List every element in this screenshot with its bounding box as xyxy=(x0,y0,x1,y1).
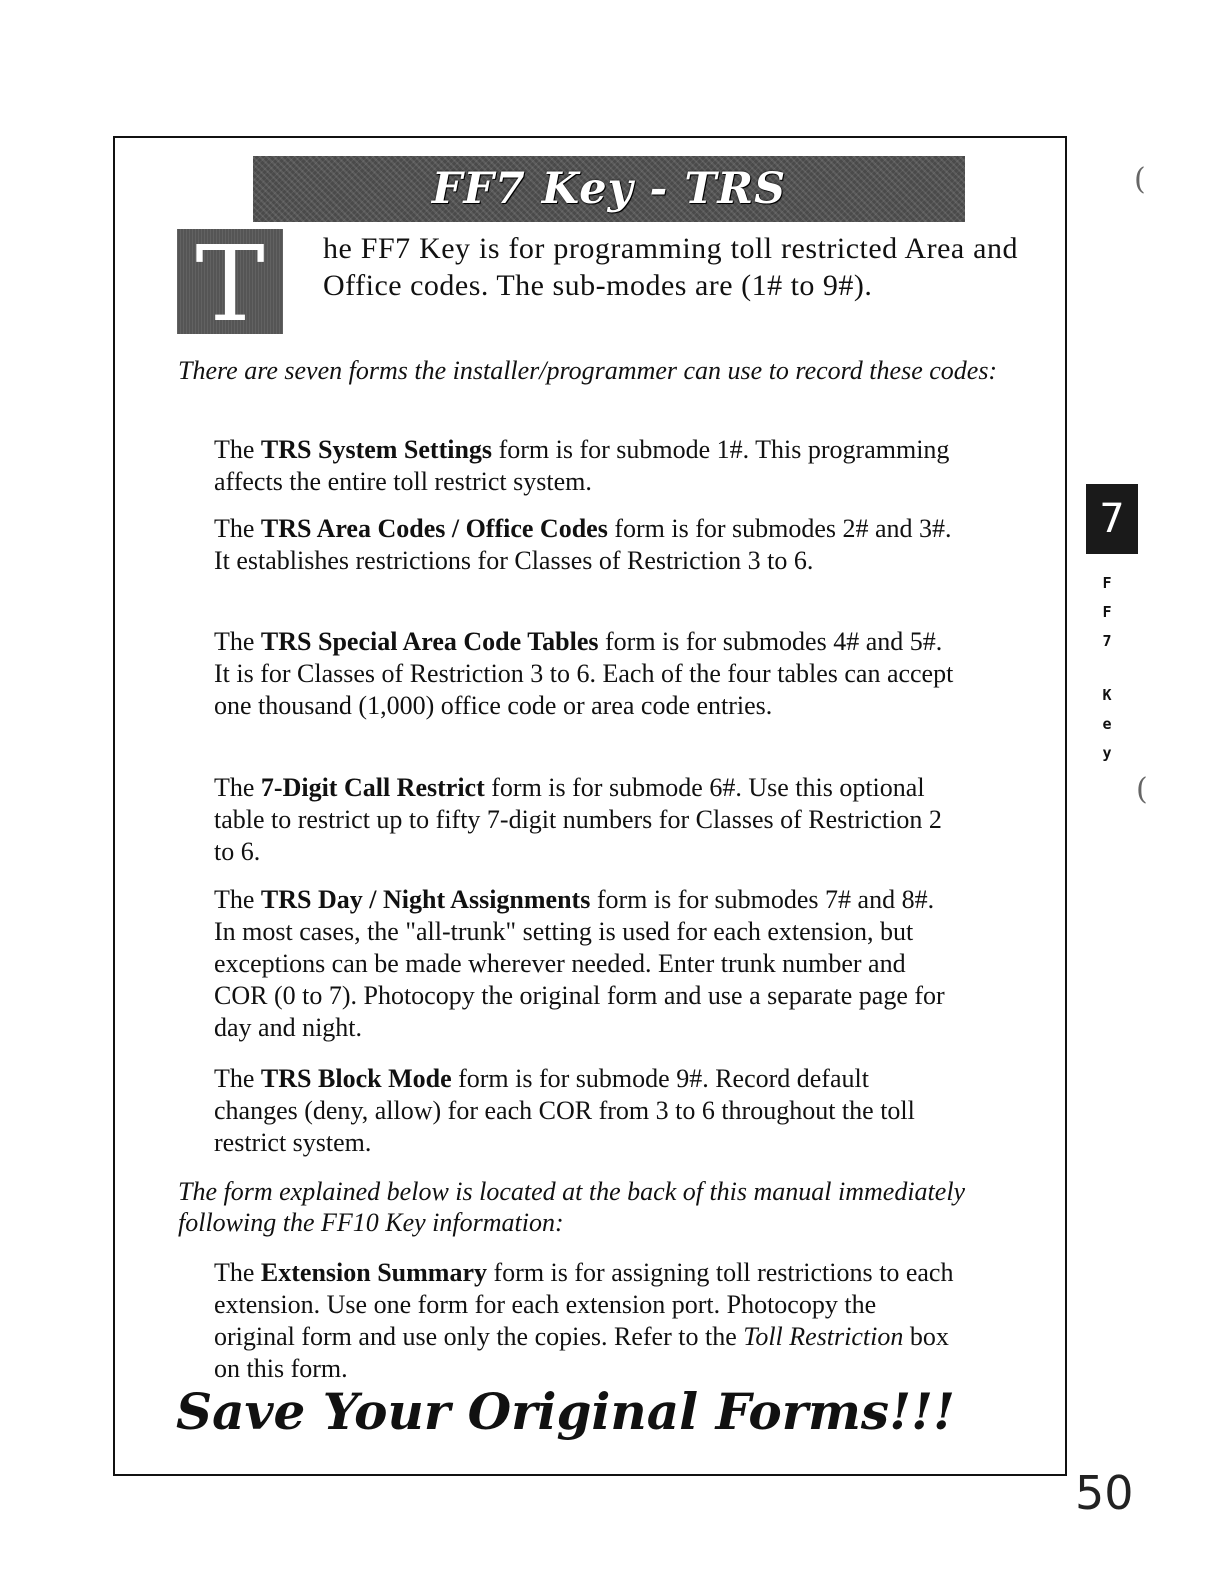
para-text: form is for submode 9#. Record default changes (deny, allow) for each COR from 3 to 6 throughout the toll restrict system. xyxy=(214,1064,915,1157)
para-prefix: The xyxy=(214,773,261,802)
margin-mark: ( xyxy=(1136,772,1148,807)
paragraph-7-digit-call-restrict xyxy=(214,772,956,868)
tab-letter: F xyxy=(1102,603,1112,621)
paragraph-trs-day-night-assignments xyxy=(214,884,956,1044)
tab-letter: K xyxy=(1102,686,1112,704)
form-name: TRS Area Codes / Office Codes xyxy=(260,514,608,543)
para-text: form is for submodes 2# and 3#. It establishes restrictions for Classes of Restriction 3 to 6. xyxy=(214,514,952,575)
para-prefix: The xyxy=(214,1258,261,1287)
tab-letter: 7 xyxy=(1102,632,1112,650)
paragraph-trs-special-area-code-tables xyxy=(214,626,956,722)
forms-lead-text: There are seven forms the installer/programmer can use to record these codes: xyxy=(178,356,998,385)
chapter-number: 7 xyxy=(1099,496,1125,542)
para-prefix: The xyxy=(214,1064,261,1093)
paragraph-trs-system-settings xyxy=(214,434,956,498)
para-text: form is for submode 6#. Use this optional table to restrict up to fifty 7-digit numbers for Classes of Restriction 2 to 6. xyxy=(214,773,942,866)
para-text: box on this form. xyxy=(214,1322,949,1383)
form-name: TRS Day / Night Assignments xyxy=(260,885,591,914)
para-prefix: The xyxy=(214,514,261,543)
save-forms-callout: Save Your Original Forms!!! xyxy=(176,1382,955,1441)
para-prefix: The xyxy=(214,435,261,464)
section-banner xyxy=(253,156,965,222)
form-name: TRS System Settings xyxy=(260,435,493,464)
form-name: TRS Special Area Code Tables xyxy=(260,627,599,656)
paragraph-extension-summary xyxy=(214,1257,956,1385)
paragraph-trs-area-codes xyxy=(214,513,956,577)
tab-letter: y xyxy=(1102,744,1112,762)
paragraph-trs-block-mode xyxy=(214,1063,956,1159)
tab-letter: e xyxy=(1102,715,1112,733)
para-text: form is for submodes 4# and 5#. It is for Classes of Restriction 3 to 6. Each of the four tables can accept one thousand (1,000) office code or area code entries. xyxy=(214,627,954,720)
form-name: 7-Digit Call Restrict xyxy=(260,773,485,802)
form-name: Extension Summary xyxy=(260,1258,487,1287)
para-text: form is for submode 1#. This programming affects the entire toll restrict system. xyxy=(214,435,950,496)
section-title: FF7 Key - TRS xyxy=(431,164,787,214)
intro-paragraph: he FF7 Key is for programming toll restricted Area and Office codes. The sub-modes are (1# to 9#). xyxy=(323,232,1018,302)
para-prefix: The xyxy=(214,885,261,914)
page-number: 50 xyxy=(1075,1466,1134,1520)
margin-mark: ( xyxy=(1134,162,1146,197)
form-name: TRS Block Mode xyxy=(260,1064,452,1093)
toll-restriction-box-name: Toll Restriction xyxy=(743,1322,904,1351)
drop-cap xyxy=(177,222,283,345)
extension-summary-lead-text: The form explained below is located at the back of this manual immediately following the FF10 Key information: xyxy=(178,1177,966,1237)
para-text: form is for submodes 7# and 8#. In most cases, the "all-trunk" setting is used for each extension, but exceptions can be made wherever needed. Enter trunk number and COR (0 to 7). Photocopy the original form and use a separate page for day and night. xyxy=(214,885,945,1042)
chapter-tab xyxy=(1086,484,1138,554)
para-prefix: The xyxy=(214,627,261,656)
para-text: form is for assigning toll restrictions to each extension. Use one form for each extension port. Photocopy the original form and use only the copies. Refer to the xyxy=(214,1258,954,1351)
drop-cap-letter: T xyxy=(195,222,265,345)
tab-letter: F xyxy=(1102,574,1112,592)
